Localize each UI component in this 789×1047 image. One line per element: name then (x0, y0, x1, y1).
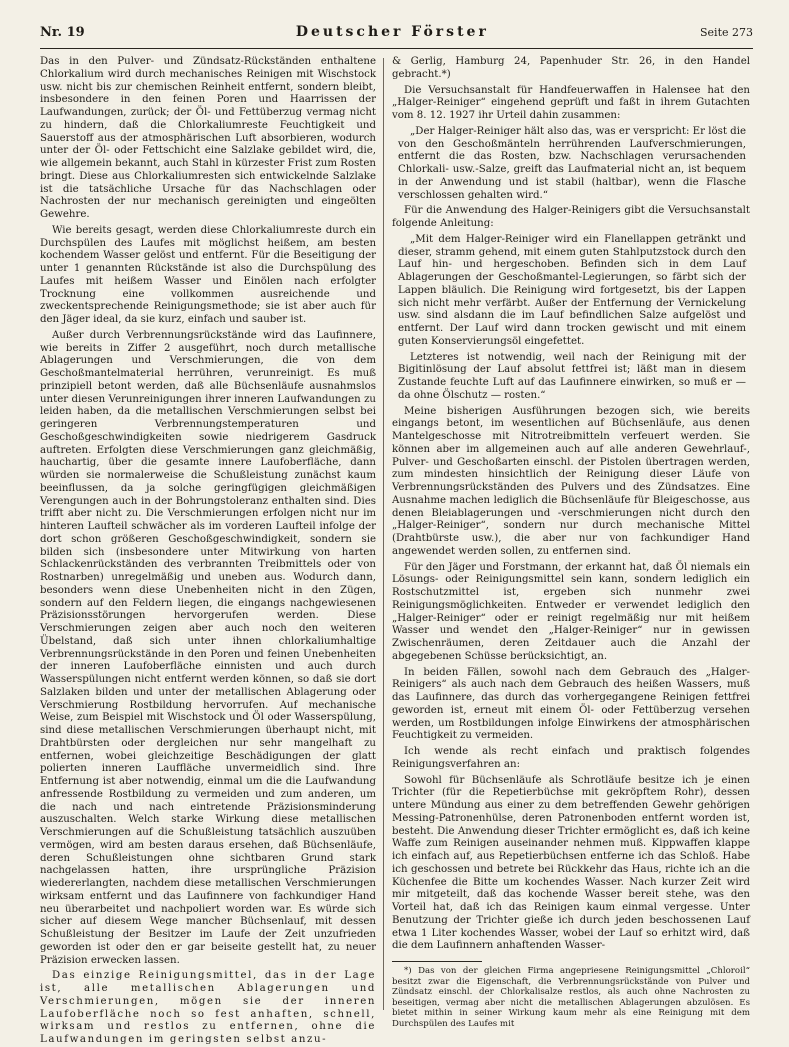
paragraph: Für den Jäger und Forstmann, der erkannt hat, daß Öl niemals ein Lösungs- oder Reinigungsmittel sein kann, sondern lediglich ein Rostschutzmittel ist, ergeben sich nunmehr zwei Reinigungsmöglichkeiten. Entweder er verwendet lediglich den „Halger-Reiniger“ oder er reinigt regelmäßig nur mit heißem Wasser und wendet den „Halger-Reiniger“ nur in gewissen Zwischenräumen, deren Zeitdauer auch die Anzahl der abgegebenen Schüsse berücksichtigt, an. (392, 561, 750, 662)
paragraph: Wie bereits gesagt, werden diese Chlorkaliumreste durch ein Durchspülen des Laufes mit möglichst heißem, am besten kochendem Wasser gelöst und entfernt. Für die Beseitigung der unter 1 genannten Rückstände ist also die Durchspülung des Laufes mit heißem Wasser und Einölen nach erfolgter Trocknung eine vollkommen ausreichende und zweckentsprechende Reinigungsmethode; sie ist aber auch für den Jäger ideal, da sie kurz, einfach und sauber ist. (40, 224, 376, 325)
left-column (40, 56, 376, 1045)
paragraph: Sowohl für Büchsenläufe als Schrotläufe besitze ich je einen Trichter (für die Repetierbüchse mit gekröpftem Rohr), dessen untere Mündung aus einer zu dem betreffenden Gewehr gehörigen Messing-Patronenhülse, deren Patronenboden entfernt worden ist, besteht. Die Anwendung dieser Trichter ermöglicht es, daß ich keine Waffe zum Reinigen auseinander nehmen muß. Kippwaffen klappe ich einfach auf, aus Repetierbüchsen entferne ich das Schloß. Habe ich geschossen und betrete bei Rückkehr das Haus, richte ich an die Küchenfee die Bitte um kochendes Wasser. Nach kurzer Zeit wird mir mitgeteilt, daß das kochende Wasser bereit stehe, was den Vorteil hat, daß ich das Reinigen kaum einmal vergesse. Unter Benutzung der Trichter gieße ich durch jeden beschossenen Lauf etwa 1 Liter kochendes Wasser, wobei der Lauf so erhitzt wird, daß die dem Laufinnern anhaftenden Wasser- (392, 774, 750, 952)
page-header (40, 24, 753, 49)
quote-paragraph: „Der Halger-Reiniger hält also das, was er verspricht: Er löst die von den Geschoßmänteln herrührenden Laufverschmierungen, entfernt die das Rosten, bzw. Nachschlagen verursachenden Chlorkali- usw.-Salze, greift das Laufmaterial nicht an, ist bequem in der Anwendung und ist stabil (haltbar), wenn die Flasche verschlossen gehalten wird.“ (398, 125, 746, 201)
footnote-divider (392, 961, 482, 962)
paragraph: Die Versuchsanstalt für Handfeuerwaffen in Halensee hat den „Halger-Reiniger“ eingehend geprüft und faßt in ihrem Gutachten vom 8. 12. 1927 ihr Urteil dahin zusammen: (392, 84, 750, 121)
paragraph: Das in den Pulver- und Zündsatz-Rückständen enthaltene Chlorkalium wird durch mechanisches Reinigen mit Wischstock usw. nicht bis zur chemischen Reinheit entfernt, sondern bleibt, insbesondere in den feinen Poren und Haarrissen der Laufwandungen, zurück; der Öl- und Fettüberzug vermag nicht zu hindern, daß die Chlorkaliumreste Feuchtigkeit und Sauerstoff aus der atmosphärischen Luft absorbieren, wodurch unter der Öl- oder Fettschicht eine Salzlake gebildet wird, die, wie allgemein bekannt, auch Stahl in kürzester Frist zum Rosten bringt. Diese aus Chlorkaliumresten sich entwickelnde Salzlake ist die tatsächliche Ursache für das Nachschlagen oder Nachrosten der nur mechanisch gereinigten und eingeölten Gewehre. (40, 56, 376, 220)
paragraph: Ich wende als recht einfach und praktisch folgendes Reinigungsverfahren an: (392, 746, 750, 770)
paragraph: Das einzige Reinigungsmittel, das in der Lage ist, alle metallischen Ablagerungen und Verschmierungen, mögen sie der inneren Laufoberfläche noch so fest anhaften, schnell, wirksam und restlos zu entfernen, ohne die Laufwandungen im geringsten selbst anzu- (40, 970, 376, 1045)
page-number: Seite 273 (700, 26, 753, 39)
journal-title: Deutscher Förster (295, 24, 489, 40)
paragraph: Außer durch Verbrennungsrückstände wird das Laufinnere, wie bereits in Ziffer 2 ausgeführt, noch durch metallische Ablagerungen und Verschmierungen, die von dem Geschoßmantelmaterial herrühren, verunreinigt. Es muß prinzipiell betont werden, daß alle Büchsenläufe ausnahmslos unter diesen Verunreinigungen ihrer inneren Laufwandungen zu leiden haben, da die metallischen Verschmierungen selbst bei geringeren Verbrennungstemperaturen und Geschoßgeschwindigkeiten sowie niedrigerem Gasdruck auftreten. Erfolgten diese Verschmierungen ganz gleichmäßig, hauchartig, über die gesamte innere Laufoberfläche, dann würden sie normalerweise die Schußleistung zunächst kaum beeinflussen, da ja solche geringfügigen gleichmäßigen Verengungen auch in der Bohrungstoleranz enthalten sind. Dies trifft aber nicht zu. Die Verschmierungen erfolgen nicht nur im hinteren Laufteil schwächer als im vorderen Laufteil infolge der dort schon größeren Geschoßgeschwindigkeit, sondern sie bilden sich (insbesondere unter Mitwirkung von harten Schlackenrückständen des verbrannten Treibmittels oder von Rostnarben) unregelmäßig und uneben aus. Wodurch dann, besonders wenn diese Unebenheiten nicht in den Zügen, sondern auf den Feldern liegen, die eingangs nachgewiesenen Präzisionsstörungen hervorgerufen werden. Diese Verschmierungen zeigen aber auch noch den weiteren Übelstand, daß sich unter ihnen chlorkaliumhaltige Verbrennungsrückstände in den Poren und feinen Unebenheiten der inneren Laufoberfläche einnisten und auch durch Wasserspülungen nicht entfernt werden können, so daß sie dort Salzlaken bilden und unter der metallischen Ablagerung oder Verschmierung Rostbildung hervorrufen. Auf mechanische Weise, zum Beispiel mit Wischstock und Öl oder Wasserspülung, sind diese metallischen Verschmierungen überhaupt nicht, mit Drahtbürsten oder dergleichen nur sehr mangelhaft zu entfernen, wobei gleichzeitige Beschädigungen der glatt polierten inneren Lauffläche unvermeidlich sind. Ihre Entfernung ist aber notwendig, einmal um die die Laufwandung anfressende Rostbildung zu vermeiden und zum anderen, um die nach und nach eintretende Präzisionsminderung auszuschalten. Welch starke Wirkung diese metallischen Verschmierungen auf die Schußleistung tatsächlich auszuüben vermögen, wird am besten daraus ersehen, daß Büchsenläufe, deren Schußleistungen ohne sichtbaren Grund stark nachgelassen hatten, ihre ursprüngliche Präzision wiedererlangten, nachdem diese metallischen Verschmierungen wirksam entfernt und das Laufinnere von fachkundiger Hand neu überarbeitet und nachpoliert worden war. Es würde sich sicher auf diesem Wege mancher Büchsenlauf, mit dessen Schußleistung der Besitzer im Laufe der Zeit unzufrieden geworden ist oder den er gar beiseite gestellt hat, zu neuer Präzision erwecken lassen. (40, 329, 376, 966)
paragraph: Meine bisherigen Ausführungen bezogen sich, wie bereits eingangs betont, im wesentlichen auf Büchsenläufe, aus denen Mantelgeschosse mit Nitrotreibmitteln verfeuert werden. Sie können aber im allgemeinen auch auf alle anderen Gewehrlauf-, Pulver- und Geschoßarten einschl. der Pistolen übertragen werden, zum mindesten hinsichtlich der Reinigung dieser Läufe von Verbrennungsrückständen des Pulvers und des Zündsatzes. Eine Ausnahme machen lediglich die Büchsenläufe für Bleigeschosse, aus denen Bleiablagerungen und -verschmierungen nicht durch den „Halger-Reiniger“, sondern nur durch mechanische Mittel (Drahtbürste usw.), die aber nur von fachkundiger Hand angewendet werden sollen, zu entfernen sind. (392, 405, 750, 557)
footnote: *) Das von der gleichen Firma angepriesene Reinigungsmittel „Chloroil“ besitzt zwar die Eigenschaft, die Verbrennungsrückstände von Pulver und Zündsatz einschl. der Chlorkalisalze restlos, als auch ohne Nachrosten zu beseitigen, vermag aber nicht die metallischen Ablagerungen abzulösen. Es bietet mithin in seiner Wirkung kaum mehr als eine Reinigung mit dem Durchspülen des Laufes mit (392, 966, 750, 1029)
quote-paragraph: Letzteres ist notwendig, weil nach der Reinigung mit der Bigitinlösung der Lauf absolut fettfrei ist; läßt man in diesem Zustande feuchte Luft auf das Laufinnere einwirken, so muß er — da ohne Ölschutz — rosten.“ (398, 351, 746, 401)
issue-number: Nr. 19 (40, 25, 85, 40)
quote-paragraph: „Mit dem Halger-Reiniger wird ein Flanellappen getränkt und dieser, stramm gehend, mit einem guten Stahlputzstock durch den Lauf hin- und hergeschoben. Befinden sich in dem Lauf Ablagerungen der Geschoßmantel-Legierungen, so färbt sich der Lappen bläulich. Die Reinigung wird fortgesetzt, bis der Lappen sich nicht mehr verfärbt. Außer der Entfernung der Vernickelung usw. sind alsdann die im Lauf befindlichen Salze aufgelöst und entfernt. Der Lauf wird dann trocken gewischt und mit einem guten Konservierungsöl eingefettet. (398, 233, 746, 347)
column-divider (383, 58, 384, 1010)
paragraph: Für die Anwendung des Halger-Reinigers gibt die Versuchsanstalt folgende Anleitung: (392, 205, 750, 229)
right-column (392, 56, 750, 1029)
paragraph: & Gerlig, Hamburg 24, Papenhuder Str. 26, in den Handel gebracht.*) (392, 56, 750, 80)
paragraph: In beiden Fällen, sowohl nach dem Gebrauch des „Halger-Reinigers“ als auch nach dem Gebrauch des heißen Wassers, muß das Laufinnere, das durch das vorhergegangene Reinigen fettfrei geworden ist, erneut mit einem Öl- oder Fettüberzug versehen werden, um Rostbildungen infolge Einwirkens der atmosphärischen Feuchtigkeit zu vermeiden. (392, 666, 750, 742)
